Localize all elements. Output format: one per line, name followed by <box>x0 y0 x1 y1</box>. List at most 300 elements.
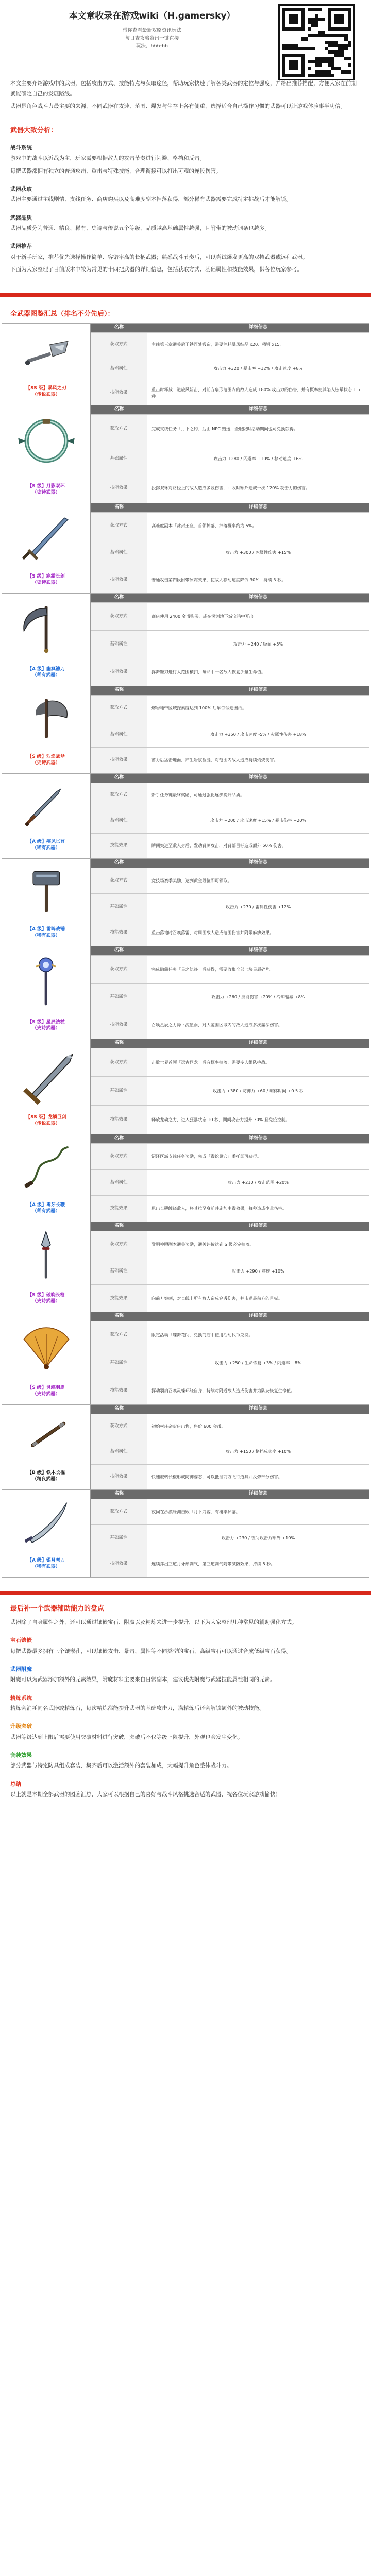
row-label: 技能效果 <box>91 1551 147 1577</box>
weapon-image-cell <box>2 1405 91 1489</box>
row-label: 基础属性 <box>91 357 147 381</box>
weapon-name-block <box>26 385 66 398</box>
paragraph: 每把武器最多拥有三个镶嵌孔，可以镶嵌攻击、暴击、属性等不同类型的宝石，高级宝石可以通过合成低级宝石获得。 <box>10 1648 292 1654</box>
header-cell-name: 名称 <box>114 1491 124 1497</box>
table-row <box>91 1195 369 1222</box>
sub-title: 总结 <box>10 1781 21 1787</box>
row-label: 技能效果 <box>91 748 147 773</box>
row-label: 技能效果 <box>91 1465 147 1489</box>
weapon-name: 【A 级】雷鸣战锤 <box>27 926 65 932</box>
header-cell-name: 名称 <box>114 860 124 866</box>
weapon-card <box>2 1222 369 1312</box>
row-label: 获取方式 <box>91 1414 147 1439</box>
table-header <box>91 774 369 783</box>
row-value: 向前方突刺，对直线上所有敌人造成穿透伤害，并击退最前方的目标。 <box>151 1295 282 1301</box>
weapon-rarity: （稀有武器） <box>32 1208 60 1214</box>
row-label: 获取方式 <box>91 1048 147 1077</box>
weapon-image-cell <box>2 774 91 858</box>
row-value: 连续挥出三道月牙形剑气，第三道剑气附带减防效果，持续 5 秒。 <box>151 1561 275 1567</box>
weapon-rarity: （稀有武器） <box>32 1564 60 1569</box>
row-value: 攻击力 +230 / 夜间攻击力额外 +10% <box>221 1535 295 1540</box>
table-header <box>91 1222 369 1231</box>
row-label: 基础属性 <box>91 1258 147 1284</box>
bottom-section <box>0 1595 371 1805</box>
row-label: 技能效果 <box>91 1196 147 1222</box>
weapon-name-block <box>27 754 65 766</box>
header-cell-name: 名称 <box>114 687 124 693</box>
header-cell-name: 名称 <box>114 947 124 953</box>
row-label: 技能效果 <box>91 1011 147 1039</box>
weapon-ring-icon <box>8 413 85 474</box>
row-value: 攻击力 +350 / 攻击速度 -5% / 火属性伤害 +18% <box>210 731 306 737</box>
row-label: 技能效果 <box>91 920 147 946</box>
row-label: 获取方式 <box>91 1321 147 1349</box>
header-cell-detail: 详细信息 <box>248 1313 267 1319</box>
header-line: 玩法，666-66 <box>136 43 168 49</box>
weapon-fan-icon <box>8 1319 85 1376</box>
weapon-sword-icon <box>8 511 85 564</box>
weapon-dagger-icon <box>8 781 85 829</box>
row-value: 攻击力 +320 / 暴击率 +12% / 攻击速度 +8% <box>213 366 303 371</box>
table-row <box>91 747 369 773</box>
row-label: 基础属性 <box>91 1525 147 1551</box>
weapon-rarity: （传说武器） <box>32 392 60 397</box>
section-title: 最后补一个武器辅助能力的盘点 <box>10 1604 105 1613</box>
weapon-detail <box>91 946 369 1039</box>
table-row <box>91 1011 369 1039</box>
row-label: 获取方式 <box>91 603 147 630</box>
header-cell-name: 名称 <box>114 595 124 600</box>
sub-title: 升级突破 <box>10 1723 32 1730</box>
weapon-detail <box>91 1490 369 1577</box>
paragraph: 武器品质分为普通、精良、稀有、史诗与传说五个等级，品质越高基础属性越强，且附带的被动词条也越多。 <box>10 225 270 232</box>
table-row <box>91 1499 369 1525</box>
weapon-name-block <box>27 1202 65 1214</box>
row-label: 获取方式 <box>91 333 147 357</box>
header-cell-detail: 详细信息 <box>248 775 267 781</box>
row-value: 快速旋转长棍形成防御姿态，可以抵挡前方飞行道具并反弹部分伤害。 <box>151 1474 282 1480</box>
header-cell-name: 名称 <box>114 504 124 510</box>
row-value: 攻击力 +210 / 攻击范围 +20% <box>227 1179 289 1185</box>
weapon-card <box>2 594 369 686</box>
weapon-image-cell <box>2 686 91 773</box>
weapon-detail <box>91 1222 369 1312</box>
weapon-card <box>2 686 369 774</box>
row-value: 主线第三章通关后于铁匠处锻造，需要消耗暴风结晶 x20、精钢 x15。 <box>151 342 284 347</box>
weapon-name: 【SS 级】暴风之刃 <box>26 385 66 391</box>
weapon-detail <box>91 1405 369 1489</box>
weapon-detail <box>91 686 369 773</box>
table-row <box>91 1464 369 1489</box>
paragraph-block <box>0 1618 371 1632</box>
header-cell-detail: 详细信息 <box>248 1223 267 1229</box>
header-cell-name: 名称 <box>114 775 124 781</box>
paragraph: 每把武器都拥有独立的普通攻击、重击与特殊技能，合理衔接可以打出可观的连段伤害。 <box>10 167 222 174</box>
table-row <box>91 1377 369 1404</box>
table-row <box>91 602 369 630</box>
weapon-name-block <box>27 1292 65 1304</box>
row-label: 获取方式 <box>91 415 147 444</box>
header-cell-detail: 详细信息 <box>248 406 267 412</box>
table-header <box>91 1405 369 1414</box>
row-label: 基础属性 <box>91 984 147 1011</box>
paragraph: 部分武器与特定防具组成套装，集齐后可以激活额外的套装加成，大幅提升角色整体战斗力。 <box>10 1762 232 1769</box>
weapon-rarity: （稀有武器） <box>32 672 60 678</box>
table-header <box>91 1134 369 1143</box>
weapon-rarity: （史诗武器） <box>32 580 60 585</box>
table-row <box>91 1439 369 1464</box>
weapon-name-block <box>27 483 65 496</box>
weapon-image-cell <box>2 1312 91 1404</box>
table-row <box>91 414 369 444</box>
row-label: 基础属性 <box>91 444 147 473</box>
table-row <box>91 512 369 539</box>
weapon-card <box>2 1039 369 1134</box>
header-cell-detail: 详细信息 <box>248 860 267 866</box>
weapon-rarity: （史诗武器） <box>32 489 60 495</box>
row-value: 新手任务链最终奖励，可通过强化逐步提升品质。 <box>151 792 245 798</box>
header-cell-detail: 详细信息 <box>248 325 267 330</box>
row-value: 击败世界首领「远古巨龙」后有概率掉落，需要多人组队挑战。 <box>151 1059 270 1065</box>
weapon-rarity: （史诗武器） <box>32 1025 60 1031</box>
row-label: 获取方式 <box>91 1231 147 1258</box>
sub-title: 精炼系统 <box>10 1694 32 1701</box>
table-row <box>91 1076 369 1105</box>
row-value: 攻击力 +280 / 闪避率 +10% / 移动速度 +6% <box>213 455 303 461</box>
weapon-glaive-icon <box>8 331 85 376</box>
header-line: 带你查看最新攻略资讯玩法 <box>122 28 181 33</box>
paragraph-block <box>0 1733 371 1747</box>
row-value: 攻击力 +380 / 防御力 +60 / 霸体时间 +0.5 秒 <box>212 1088 304 1094</box>
weapon-name-block <box>27 1470 65 1482</box>
weapon-hammer-icon <box>8 866 85 917</box>
table-header <box>91 686 369 695</box>
sub-title: 战斗系统 <box>10 145 32 151</box>
table-header <box>91 594 369 602</box>
weapon-card <box>2 946 369 1039</box>
table-row <box>91 1258 369 1284</box>
table-header <box>91 1039 369 1048</box>
table-row <box>91 1284 369 1311</box>
table-row <box>91 920 369 946</box>
row-value: 高难度副本「冰封王座」首领掉落，掉落概率约为 5%。 <box>151 522 257 528</box>
table-row <box>91 1048 369 1077</box>
weapon-image-cell <box>2 1222 91 1312</box>
row-value: 挥舞镰刀进行大范围横扫，每命中一名敌人恢复少量生命值。 <box>151 669 266 674</box>
table-header <box>91 324 369 332</box>
paragraph-block <box>0 154 371 181</box>
row-value: 蓄力后猛击地面，产生岩浆裂缝，对范围内敌人造成持续灼烧伤害。 <box>151 757 278 763</box>
weapon-name: 【A 级】幽冥镰刀 <box>27 666 65 672</box>
header-cell-detail: 详细信息 <box>248 504 267 510</box>
sub-title: 武器获取 <box>10 186 32 193</box>
row-label: 技能效果 <box>91 1106 147 1134</box>
row-label: 获取方式 <box>91 1144 147 1170</box>
table-row <box>91 983 369 1011</box>
weapon-detail <box>91 324 369 405</box>
weapon-rarity: （史诗武器） <box>32 1298 60 1304</box>
weapon-image-cell <box>2 503 91 593</box>
weapon-image-cell <box>2 1134 91 1222</box>
row-value: 攻击力 +290 / 穿透 +10% <box>232 1268 284 1274</box>
row-label: 基础属性 <box>91 1170 147 1195</box>
weapon-axe-icon <box>8 693 85 744</box>
weapon-rarity: （稀有武器） <box>32 933 60 938</box>
weapon-staff-icon <box>8 954 85 1010</box>
table-row <box>91 868 369 894</box>
header-cell-detail: 详细信息 <box>248 1491 267 1497</box>
row-value: 初始村庄杂货店出售，售价 600 金币。 <box>151 1423 226 1429</box>
table-row <box>91 695 369 721</box>
row-label: 技能效果 <box>91 834 147 858</box>
header-cell-name: 名称 <box>114 1040 124 1046</box>
weapon-image-cell <box>2 594 91 686</box>
paragraph-block <box>0 1790 371 1804</box>
row-value: 攻击力 +150 / 格挡成功率 +10% <box>225 1449 291 1454</box>
row-value: 商店使用 2400 金币购买，或在深渊地下城宝箱中开出。 <box>151 613 258 619</box>
weapon-greatsword-icon <box>8 1046 85 1105</box>
table-row <box>91 1414 369 1439</box>
row-value: 召唤星辰之力降下流星雨，对大范围区域内的敌人造成多次魔法伤害。 <box>151 1022 282 1027</box>
weapon-detail <box>91 774 369 858</box>
row-value: 攻击力 +300 / 冰属性伤害 +15% <box>225 550 291 555</box>
row-value: 瞬间突进至敌人身后，发动背刺攻击，对背部目标造成额外 50% 伤害。 <box>151 843 286 849</box>
row-value: 挥动羽扇召唤灵蝶环绕自身，持续对附近敌人造成伤害并为队友恢复生命值。 <box>151 1387 295 1393</box>
table-row <box>91 1231 369 1258</box>
row-value: 攻击力 +260 / 技能伤害 +20% / 冷却缩减 +8% <box>211 994 305 999</box>
row-label: 获取方式 <box>91 1499 147 1525</box>
paragraph: 武器等级达到上限后需要使用突破材料进行突破，突破后不仅等级上限提升，外观也会发生变化。 <box>10 1734 243 1740</box>
paragraph-block <box>0 224 371 238</box>
row-value: 普通攻击第四段附带冰霜效果，使敌人移动速度降低 30%，持续 3 秒。 <box>151 577 286 582</box>
weapon-detail <box>91 1312 369 1404</box>
weapon-whip-icon <box>8 1142 85 1193</box>
paragraph: 下面为大家整理了目前版本中较为常见的十四把武器的详细信息，包括获取方式、基础属性和技能效果，供各位玩家参考。 <box>10 266 302 273</box>
row-label: 技能效果 <box>91 1285 147 1311</box>
table-header <box>91 946 369 955</box>
table-row <box>91 332 369 357</box>
paragraph-block <box>0 1647 371 1661</box>
weapon-card <box>2 503 369 594</box>
table-row <box>91 1349 369 1377</box>
weapon-image-cell <box>2 1490 91 1577</box>
table-row <box>91 1524 369 1551</box>
weapon-name: 【A 级】银月弯刀 <box>27 1557 65 1563</box>
header-cell-detail: 详细信息 <box>248 1136 267 1141</box>
paragraph-block <box>0 1675 371 1689</box>
section-divider <box>0 1591 371 1595</box>
paragraph: 以上就是本期全部武器的图鉴汇总，大家可以根据自己的喜好与战斗风格挑选合适的武器，祝各位玩家游戏愉快！ <box>10 1791 281 1798</box>
weapon-name: 【SS 级】龙鳞巨剑 <box>26 1114 66 1120</box>
weapon-image-cell <box>2 405 91 503</box>
table-header <box>91 503 369 512</box>
weapon-detail <box>91 503 369 593</box>
header-cell-name: 名称 <box>114 1136 124 1141</box>
weapon-image-cell <box>2 1039 91 1134</box>
weapon-name: 【B 级】铁木长棍 <box>27 1470 65 1476</box>
weapon-detail <box>91 405 369 503</box>
intro <box>0 79 371 112</box>
weapon-image-cell <box>2 859 91 946</box>
weapon-name-block <box>27 1557 65 1570</box>
table-row <box>91 1321 369 1349</box>
weapon-name-block <box>26 1114 66 1127</box>
table-row <box>91 1105 369 1134</box>
table-row <box>91 833 369 858</box>
row-value: 沼泽区域支线任务奖励，完成「毒蛇巢穴」委托即可获得。 <box>151 1154 261 1159</box>
row-label: 技能效果 <box>91 381 147 405</box>
table-header <box>91 859 369 868</box>
row-value: 夜间在沙漠绿洲击败「月下刀客」有概率掉落。 <box>151 1509 240 1515</box>
table-header <box>91 1312 369 1321</box>
row-label: 技能效果 <box>91 1377 147 1404</box>
weapon-card <box>2 323 369 405</box>
weapon-rarity: （稀有武器） <box>32 845 60 851</box>
paragraph: 武器除了自身属性之外，还可以通过镶嵌宝石、附魔以及精炼来进一步提升，以下为大家整理几种常见的辅助强化方式。 <box>10 1619 297 1625</box>
sub-title: 武器附魔 <box>10 1666 32 1673</box>
row-value: 重击落地时召唤落雷，对周围敌人造成范围伤害并附带麻痹效果。 <box>151 930 274 936</box>
table-row <box>91 473 369 502</box>
paragraph: 武器主要通过主线剧情、支线任务、商店购买以及高难度副本掉落获得，部分稀有武器需要完成特定挑战后才能解锁。 <box>10 196 292 203</box>
row-label: 获取方式 <box>91 696 147 721</box>
table-row <box>91 1143 369 1170</box>
header-cell-name: 名称 <box>114 1313 124 1319</box>
weapon-card <box>2 859 369 946</box>
row-value: 黎明神殿副本通关奖励，通关评价达到 S 级必定掉落。 <box>151 1241 254 1247</box>
weapon-name-block <box>27 573 65 586</box>
weapon-name: 【S 级】烈焰战斧 <box>27 754 65 759</box>
header-cell-name: 名称 <box>114 406 124 412</box>
paragraph: 对于新手玩家，推荐优先选择操作简单、容错率高的长柄武器；熟悉战斗节奏后，可以尝试爆发更高的双持武器或远程武器。 <box>10 253 308 260</box>
weapon-card <box>2 1312 369 1405</box>
weapon-name-block <box>27 926 65 939</box>
table-row <box>91 808 369 833</box>
table-header <box>91 405 369 414</box>
row-label: 基础属性 <box>91 1439 147 1464</box>
paragraph: 游戏中的战斗以近战为主，玩家需要根据敌人的攻击节奏进行闪避、格挡和反击。 <box>10 155 205 162</box>
table-row <box>91 893 369 920</box>
row-label: 技能效果 <box>91 566 147 592</box>
row-value: 投掷双环对路径上的敌人造成多段伤害，回收时额外造成一次 120% 攻击力的伤害。 <box>151 485 310 491</box>
intro-paragraph: 本文主要介绍游戏中的武器，包括攻击方式、技能特点与获取途径，帮助玩家快速了解各类武器的定位与强度，并给出推荐搭配，方便大家在前期就能确定自己的发展路线。 <box>10 80 357 97</box>
weapon-name: 【S 级】月影双环 <box>27 483 65 489</box>
weapon-card <box>2 774 369 859</box>
header-cell-detail: 详细信息 <box>248 595 267 600</box>
row-label: 基础属性 <box>91 894 147 920</box>
table-row <box>91 783 369 808</box>
table-row <box>91 357 369 381</box>
sub-title: 宝石镶嵌 <box>10 1637 32 1644</box>
paragraph-block <box>0 252 371 280</box>
row-value: 限定活动「蝶舞花间」兑换商店中使用活动代币兑换。 <box>151 1332 253 1337</box>
sub-title: 武器推荐 <box>10 243 32 250</box>
row-label: 基础属性 <box>91 631 147 658</box>
row-value: 重击时释放一道旋风斩击，对前方扇形范围内的敌人造成 180% 攻击力的伤害，并有概率使其陷入眩晕状态 1.5 秒。 <box>151 386 360 399</box>
row-value: 攻击力 +250 / 生命恢复 +3% / 闪避率 +8% <box>215 1360 301 1365</box>
header-line: 每日查攻略资讯一键直接 <box>125 36 179 42</box>
weapon-name: 【S 级】破晓长枪 <box>27 1292 65 1298</box>
table-row <box>91 658 369 686</box>
paragraph-block <box>0 1761 371 1775</box>
row-value: 攻击力 +240 / 吸血 +5% <box>233 641 283 647</box>
weapon-card <box>2 1405 369 1490</box>
weapon-image-cell <box>2 324 91 405</box>
weapon-name: 【A 级】疾风匕首 <box>27 839 65 844</box>
row-label: 获取方式 <box>91 513 147 539</box>
row-label: 获取方式 <box>91 956 147 983</box>
weapon-detail <box>91 1039 369 1134</box>
header-cell-detail: 详细信息 <box>248 1040 267 1046</box>
row-label: 技能效果 <box>91 473 147 502</box>
weapon-table <box>0 323 371 1578</box>
row-label: 基础属性 <box>91 1077 147 1105</box>
weapon-name: 【S 级】寒霜长剑 <box>27 573 65 579</box>
header-cell-detail: 详细信息 <box>248 947 267 953</box>
table-row <box>91 1551 369 1577</box>
row-label: 基础属性 <box>91 808 147 833</box>
weapon-sabre-icon <box>8 1497 85 1548</box>
row-value: 甩出长鞭缠绕敌人，将其拉至身前并施加中毒效果，每秒造成少量伤害。 <box>151 1206 287 1211</box>
weapon-name-block <box>27 1385 65 1397</box>
qr-code-icon[interactable] <box>278 4 355 80</box>
header-lines <box>67 27 237 50</box>
weapon-rarity: （精良武器） <box>32 1476 60 1482</box>
row-label: 获取方式 <box>91 783 147 808</box>
weapon-card <box>2 1134 369 1222</box>
intro-paragraph: 武器是角色战斗力最主要的来源，不同武器在攻速、范围、爆发与生存上各有侧重，选择适合自己操作习惯的武器可以让游戏体验事半功倍。 <box>10 103 346 109</box>
weapon-detail <box>91 594 369 686</box>
paragraph-block <box>0 195 371 209</box>
weapon-name: 【S 级】灵蝶羽扇 <box>27 1385 65 1391</box>
paragraph: 精炼会消耗同名武器或精炼石，每次精炼都能提升武器的基础攻击力，满精炼后还会解锁额外的被动技能。 <box>10 1705 265 1712</box>
row-label: 获取方式 <box>91 868 147 894</box>
row-value: 攻击力 +270 / 雷属性伤害 +12% <box>225 904 291 909</box>
weapon-name-block <box>27 1019 65 1031</box>
weapon-detail <box>91 859 369 946</box>
weapon-scythe-icon <box>8 601 85 657</box>
section-title: 武器大致分析： <box>10 126 58 134</box>
row-label: 技能效果 <box>91 658 147 686</box>
row-value: 竞技场赛季奖励，达到黄金段位即可领取。 <box>151 878 232 884</box>
section-title: 全武器图鉴汇总（排名不分先后）： <box>10 310 114 318</box>
row-label: 基础属性 <box>91 1349 147 1377</box>
weapon-staff2-icon <box>8 1412 85 1461</box>
header-cell-detail: 详细信息 <box>248 687 267 693</box>
row-value: 完成支线任务「月下之约」后由 NPC 赠送，全服限时活动期间也可兑换获得。 <box>151 426 298 432</box>
weapon-image-cell <box>2 946 91 1039</box>
row-value: 熔岩地带区域探索度达到 100% 后解锁锻造图纸。 <box>151 705 247 711</box>
table-row <box>91 1169 369 1195</box>
table-row <box>91 721 369 747</box>
table-header <box>91 1490 369 1499</box>
header-cell-name: 名称 <box>114 325 124 330</box>
table-row <box>91 381 369 405</box>
header-cell-name: 名称 <box>114 1223 124 1229</box>
row-value: 完成隐藏任务「星之轨迹」后获得，需要收集全部七块星辰碎片。 <box>151 966 274 972</box>
table-row <box>91 630 369 658</box>
header-cell-detail: 详细信息 <box>248 1406 267 1412</box>
row-value: 释放龙魂之力，进入狂暴状态 10 秒，期间攻击力提升 30% 且免疫控制。 <box>151 1116 290 1122</box>
paragraph-block <box>0 1704 371 1718</box>
section-divider <box>0 293 371 297</box>
table-row <box>91 444 369 473</box>
header-title: 本文章收录在游戏wiki（H.gamersky） <box>69 11 235 21</box>
weapon-spear-icon <box>8 1229 85 1283</box>
weapon-card <box>2 405 369 503</box>
weapon-rarity: （传说武器） <box>32 1121 60 1126</box>
table-row <box>91 566 369 592</box>
weapon-name-block <box>27 666 65 679</box>
